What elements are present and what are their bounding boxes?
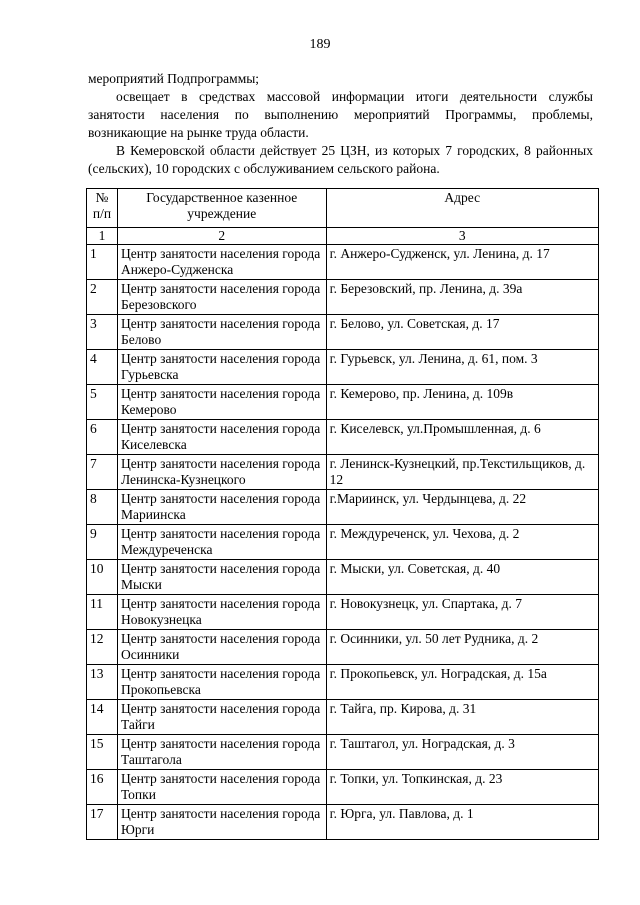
institution-cell: Центр занятости населения города Междуреченска <box>117 525 326 560</box>
table-row <box>87 350 599 385</box>
address-cell: г. Прокопьевск, ул. Ноградская, д. 15а <box>326 665 598 700</box>
table-row <box>87 735 599 770</box>
table-row <box>87 595 599 630</box>
address-cell: г. Анжеро-Судженск, ул. Ленина, д. 17 <box>326 245 598 280</box>
institution-cell: Центр занятости населения города Новокузнецка <box>117 595 326 630</box>
institution-cell: Центр занятости населения города Ленинска-Кузнецкого <box>117 455 326 490</box>
institution-cell: Центр занятости населения города Таштагола <box>117 735 326 770</box>
address-cell: г. Березовский, пр. Ленина, д. 39а <box>326 280 598 315</box>
address-cell: г. Гурьевск, ул. Ленина, д. 61, пом. 3 <box>326 350 598 385</box>
row-number-cell: 14 <box>87 700 118 735</box>
address-cell: г. Топки, ул. Топкинская, д. 23 <box>326 770 598 805</box>
institution-cell: Центр занятости населения города Анжеро-Судженска <box>117 245 326 280</box>
address-cell: г. Кемерово, пр. Ленина, д. 109в <box>326 385 598 420</box>
page-number: 189 <box>309 37 331 52</box>
table-row <box>87 490 599 525</box>
address-cell: г. Мыски, ул. Советская, д. 40 <box>326 560 598 595</box>
institution-cell: Центр занятости населения города Березовского <box>117 280 326 315</box>
institution-cell: Центр занятости населения города Мариинска <box>117 490 326 525</box>
row-number-cell: 10 <box>87 560 118 595</box>
address-cell: г. Ленинск-Кузнецкий, пр.Текстильщиков, д. 12 <box>326 455 598 490</box>
row-number-cell: 3 <box>87 315 118 350</box>
row-number-cell: 9 <box>87 525 118 560</box>
employment-centers-table <box>86 188 599 840</box>
institution-cell: Центр занятости населения города Топки <box>117 770 326 805</box>
institution-cell: Центр занятости населения города Осинники <box>117 630 326 665</box>
row-number-cell: 7 <box>87 455 118 490</box>
address-cell: г. Осинники, ул. 50 лет Рудника, д. 2 <box>326 630 598 665</box>
paragraph-media-coverage: освещает в средствах массовой информации итоги деятельности службы занятости населения по выполнению мероприятий Программы, проблемы, возникающие на рынке труда области. <box>88 89 593 140</box>
table-row <box>87 770 599 805</box>
row-number-cell: 4 <box>87 350 118 385</box>
column-number: 3 <box>326 228 598 245</box>
table-row <box>87 560 599 595</box>
address-cell: г. Междуреченск, ул. Чехова, д. 2 <box>326 525 598 560</box>
address-cell: г. Юрга, ул. Павлова, д. 1 <box>326 805 598 840</box>
row-number-cell: 13 <box>87 665 118 700</box>
row-number-cell: 12 <box>87 630 118 665</box>
table-row <box>87 245 599 280</box>
table-row <box>87 455 599 490</box>
address-cell: г. Таштагол, ул. Ноградская, д. 3 <box>326 735 598 770</box>
address-cell: г. Киселевск, ул.Промышленная, д. 6 <box>326 420 598 455</box>
row-number-cell: 16 <box>87 770 118 805</box>
table-row <box>87 280 599 315</box>
header-address: Адрес <box>326 189 598 228</box>
row-number-cell: 17 <box>87 805 118 840</box>
row-number-cell: 8 <box>87 490 118 525</box>
column-number: 2 <box>117 228 326 245</box>
address-cell: г. Новокузнецк, ул. Спартака, д. 7 <box>326 595 598 630</box>
table-header-row <box>87 189 599 228</box>
table-row <box>87 420 599 455</box>
table-row <box>87 665 599 700</box>
column-number-row <box>87 228 599 245</box>
institution-cell: Центр занятости населения города Прокопьевска <box>117 665 326 700</box>
paragraph-czn-count: В Кемеровской области действует 25 ЦЗН, из которых 7 городских, 8 районных (сельских), 10 городских с обслуживанием сельского района. <box>88 143 593 176</box>
institution-cell: Центр занятости населения города Мыски <box>117 560 326 595</box>
institution-cell: Центр занятости населения города Киселевска <box>117 420 326 455</box>
table-row <box>87 700 599 735</box>
row-number-cell: 15 <box>87 735 118 770</box>
paragraph-continuation: мероприятий Подпрограммы; <box>88 71 260 86</box>
column-number: 1 <box>87 228 118 245</box>
institution-cell: Центр занятости населения города Юрги <box>117 805 326 840</box>
table-row <box>87 315 599 350</box>
row-number-cell: 1 <box>87 245 118 280</box>
address-cell: г.Мариинск, ул. Чердынцева, д. 22 <box>326 490 598 525</box>
table-row <box>87 630 599 665</box>
row-number-cell: 2 <box>87 280 118 315</box>
row-number-cell: 5 <box>87 385 118 420</box>
address-cell: г. Тайга, пр. Кирова, д. 31 <box>326 700 598 735</box>
table-row <box>87 525 599 560</box>
institution-cell: Центр занятости населения города Кемерово <box>117 385 326 420</box>
institution-cell: Центр занятости населения города Гурьевска <box>117 350 326 385</box>
institution-cell: Центр занятости населения города Тайги <box>117 700 326 735</box>
address-cell: г. Белово, ул. Советская, д. 17 <box>326 315 598 350</box>
row-number-cell: 11 <box>87 595 118 630</box>
institution-cell: Центр занятости населения города Белово <box>117 315 326 350</box>
row-number-cell: 6 <box>87 420 118 455</box>
table-body <box>87 245 599 840</box>
header-institution: Государственное казенное учреждение <box>117 189 326 228</box>
table-row <box>87 385 599 420</box>
header-number: № п/п <box>87 189 118 228</box>
table-row <box>87 805 599 840</box>
